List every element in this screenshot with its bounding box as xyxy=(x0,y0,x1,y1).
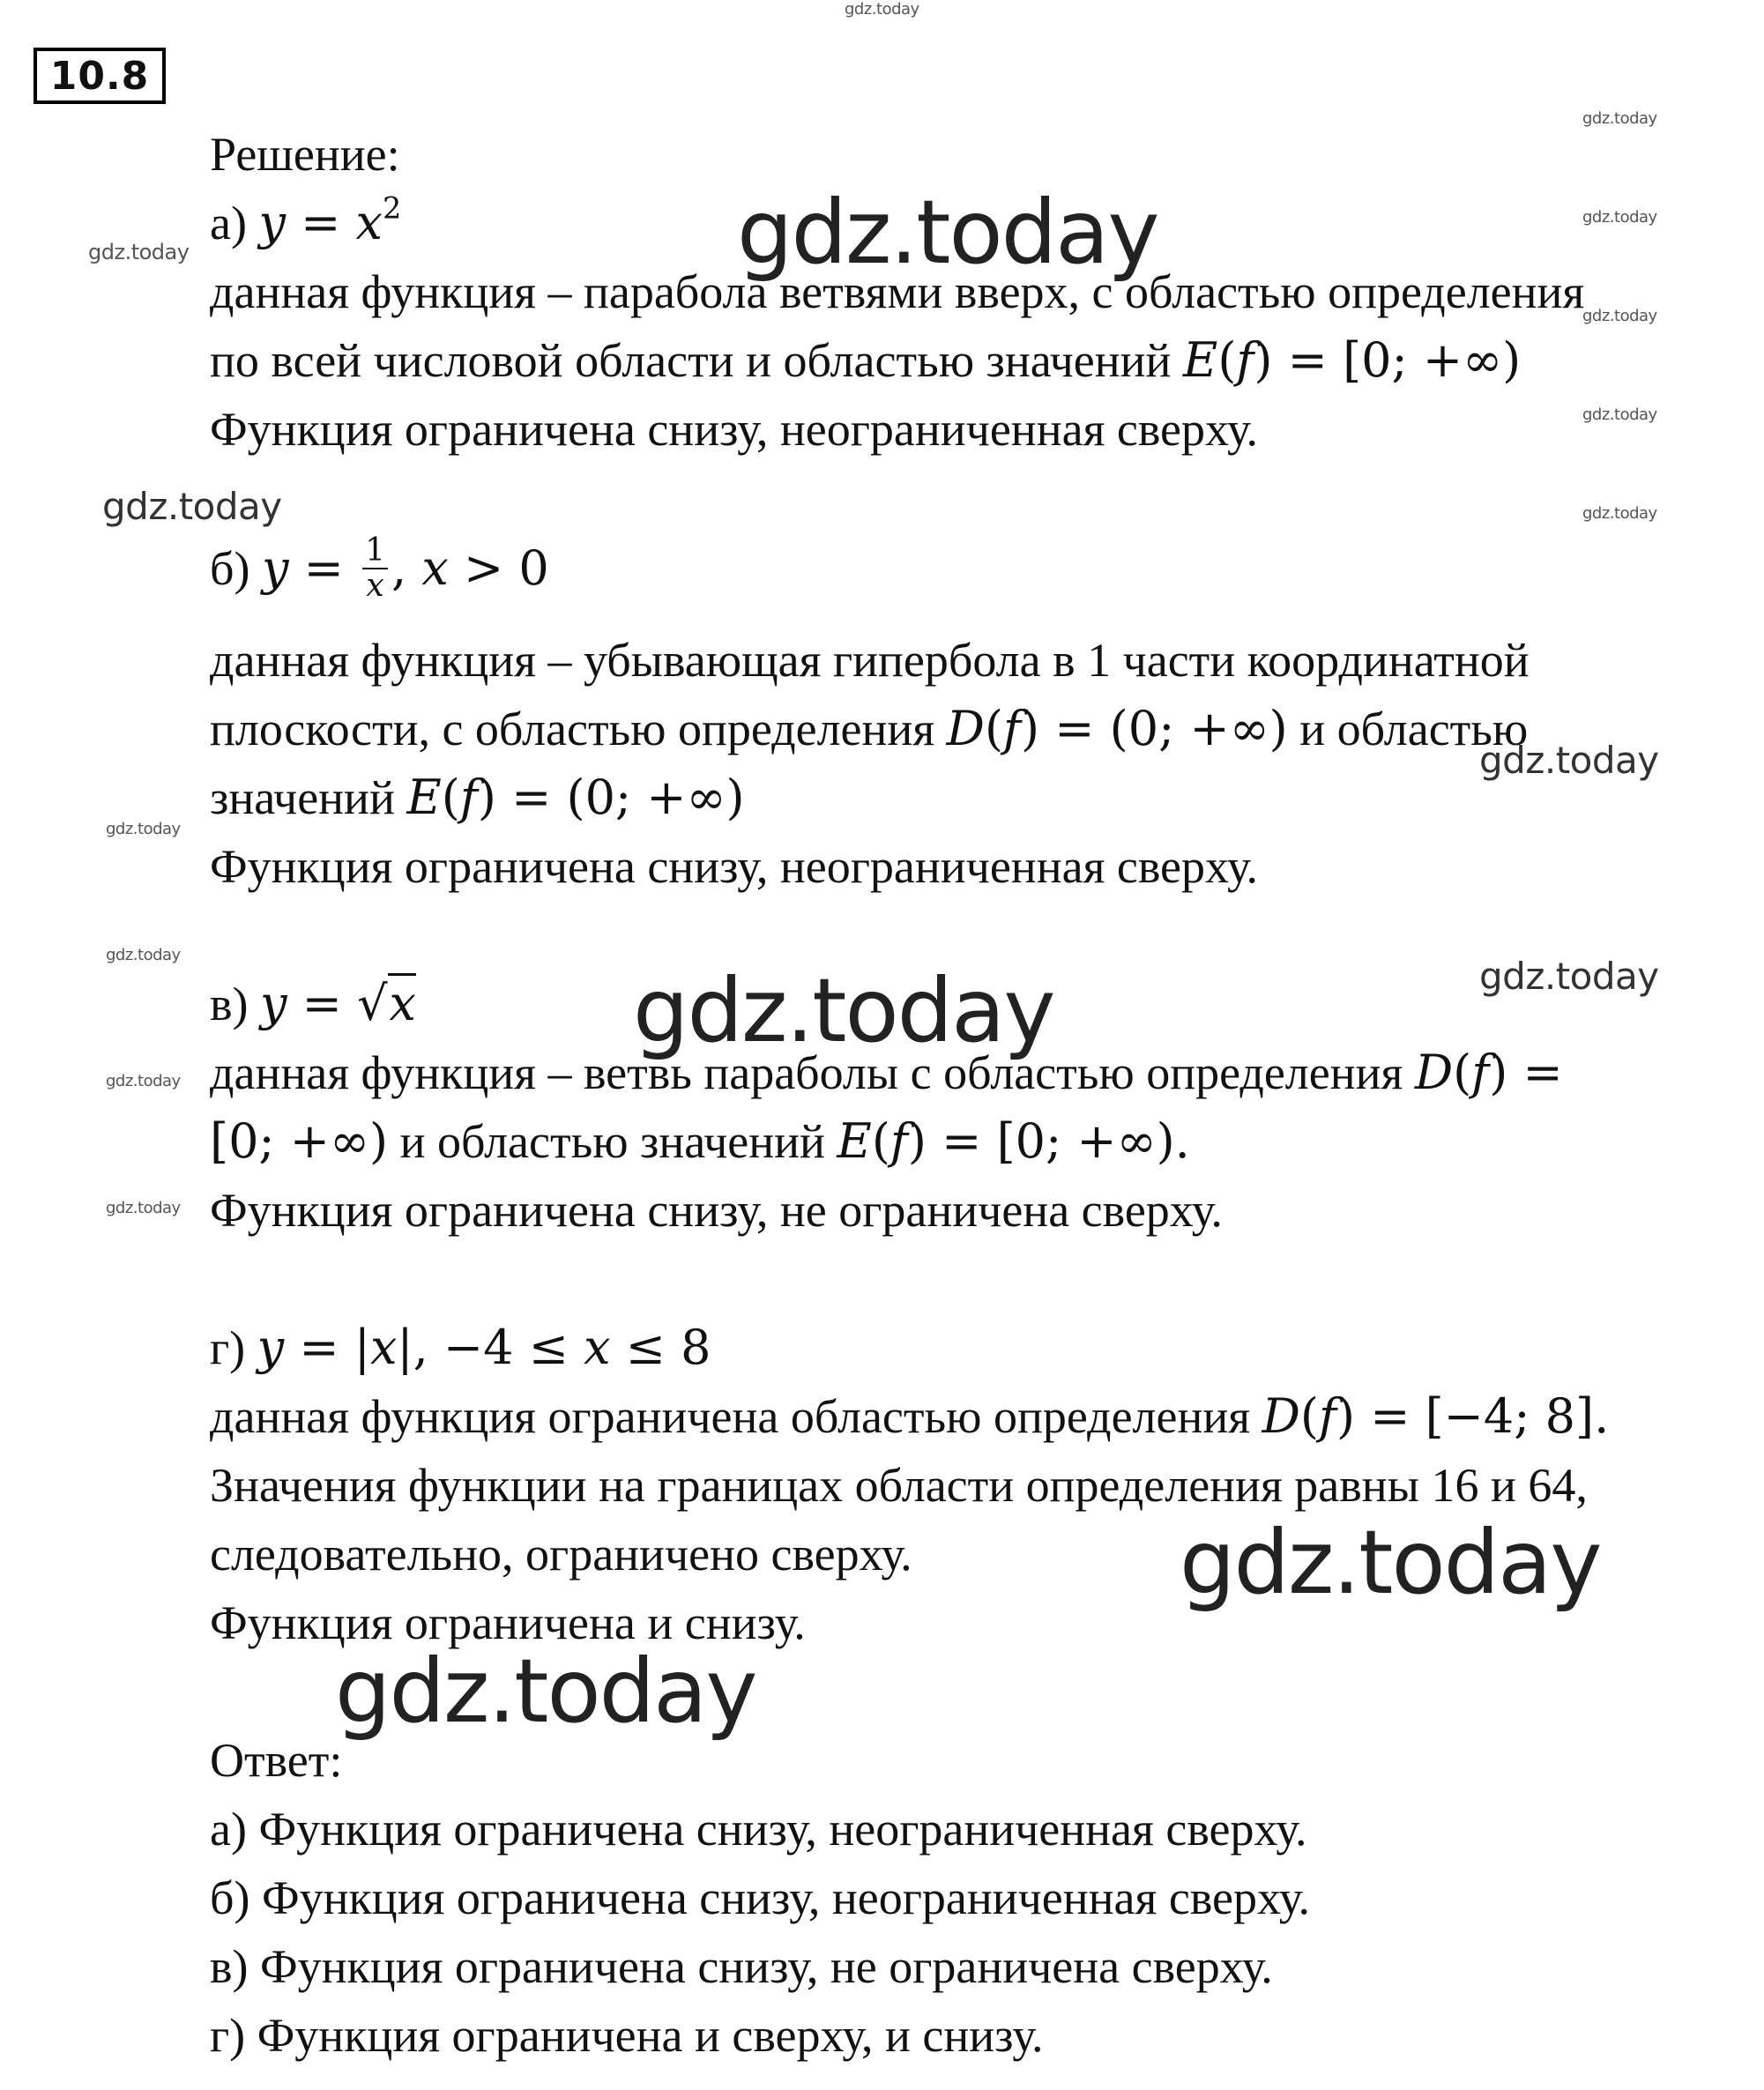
part-a-line3: Функция ограничена снизу, неограниченная сверху. xyxy=(210,403,1259,456)
part-b-line3: значений E(f) = (0; +∞) xyxy=(210,770,745,825)
part-b-line1: данная функция – убывающая гипербола в 1 части координатной xyxy=(210,634,1530,687)
watermark-big-2: gdz.today xyxy=(633,959,1054,1062)
fraction: $\frac{1}{x}$ xyxy=(362,534,388,603)
answer-item-v: в) Функция ограничена снизу, не ограничена сверху. xyxy=(210,1940,1273,1993)
part-g-line1: данная функция ограничена областью определения D(f) = [−4; 8]. xyxy=(210,1388,1610,1444)
watermark-right-3: gdz.today xyxy=(1582,307,1657,325)
solution-label: Решение: xyxy=(210,128,400,181)
watermark-top: gdz.today xyxy=(845,0,919,19)
part-b-line2: плоскости, с областью определения D(f) = (0; +∞) и областью xyxy=(210,701,1529,756)
watermark-left-4: gdz.today xyxy=(106,946,181,964)
part-b-label: б) xyxy=(210,542,250,596)
watermark-big-1: gdz.today xyxy=(737,181,1158,284)
part-g-formula: г) y = |x|, −4 ≤ x ≤ 8 xyxy=(210,1320,711,1375)
watermark-big-3: gdz.today xyxy=(1180,1511,1601,1614)
watermark-right-1: gdz.today xyxy=(1582,109,1657,128)
part-v-line2: [0; +∞) и областью значений E(f) = [0; +∞). xyxy=(210,1113,1190,1169)
part-a-label: а) xyxy=(210,197,247,249)
part-g-line2: Значения функции на границах области определения равны 16 и 64, xyxy=(210,1459,1588,1512)
answer-item-g: г) Функция ограничена и сверху, и снизу. xyxy=(210,2009,1044,2062)
watermark-right-mid-1: gdz.today xyxy=(1479,739,1659,782)
watermark-big-4: gdz.today xyxy=(335,1640,756,1743)
answer-label: Ответ: xyxy=(210,1734,343,1787)
watermark-right-2: gdz.today xyxy=(1582,208,1657,227)
watermark-right-mid-2: gdz.today xyxy=(1479,955,1659,998)
part-g-line3: следовательно, ограничено сверху. xyxy=(210,1528,912,1581)
part-g-label: г) xyxy=(210,1321,246,1374)
part-a-formula: а) $y = x^2$ xyxy=(210,190,402,250)
part-v-line1: данная функция – ветвь параболы с областью определения D(f) = xyxy=(210,1045,1563,1100)
watermark-left-6: gdz.today xyxy=(106,1199,181,1217)
part-b-line4: Функция ограничена снизу, неограниченная сверху. xyxy=(210,840,1259,893)
part-v-label: в) xyxy=(210,978,249,1030)
answer-item-b: б) Функция ограничена снизу, неограниченная сверху. xyxy=(210,1871,1311,1924)
watermark-right-5: gdz.today xyxy=(1582,504,1657,523)
part-b-formula: б) y = $\frac{1}{x}$ , x > 0 xyxy=(210,532,549,604)
watermark-left-1: gdz.today xyxy=(88,240,190,264)
part-v-line3: Функция ограничена снизу, не ограничена сверху. xyxy=(210,1184,1223,1237)
watermark-left-3: gdz.today xyxy=(106,820,181,838)
problem-number: 10.8 xyxy=(33,48,166,104)
part-a-line1: данная функция – парабола ветвями вверх, с областью определения xyxy=(210,265,1585,318)
watermark-left-5: gdz.today xyxy=(106,1072,181,1090)
part-a-line2: по всей числовой области и областью значений E(f) = [0; +∞) xyxy=(210,332,1522,388)
part-g-line4: Функция ограничена и снизу. xyxy=(210,1596,806,1649)
answer-item-a: а) Функция ограничена снизу, неограниченная сверху. xyxy=(210,1803,1307,1856)
part-v-formula: в) y = √x xyxy=(210,980,416,1028)
watermark-left-2: gdz.today xyxy=(102,485,282,528)
watermark-right-4: gdz.today xyxy=(1582,405,1657,424)
